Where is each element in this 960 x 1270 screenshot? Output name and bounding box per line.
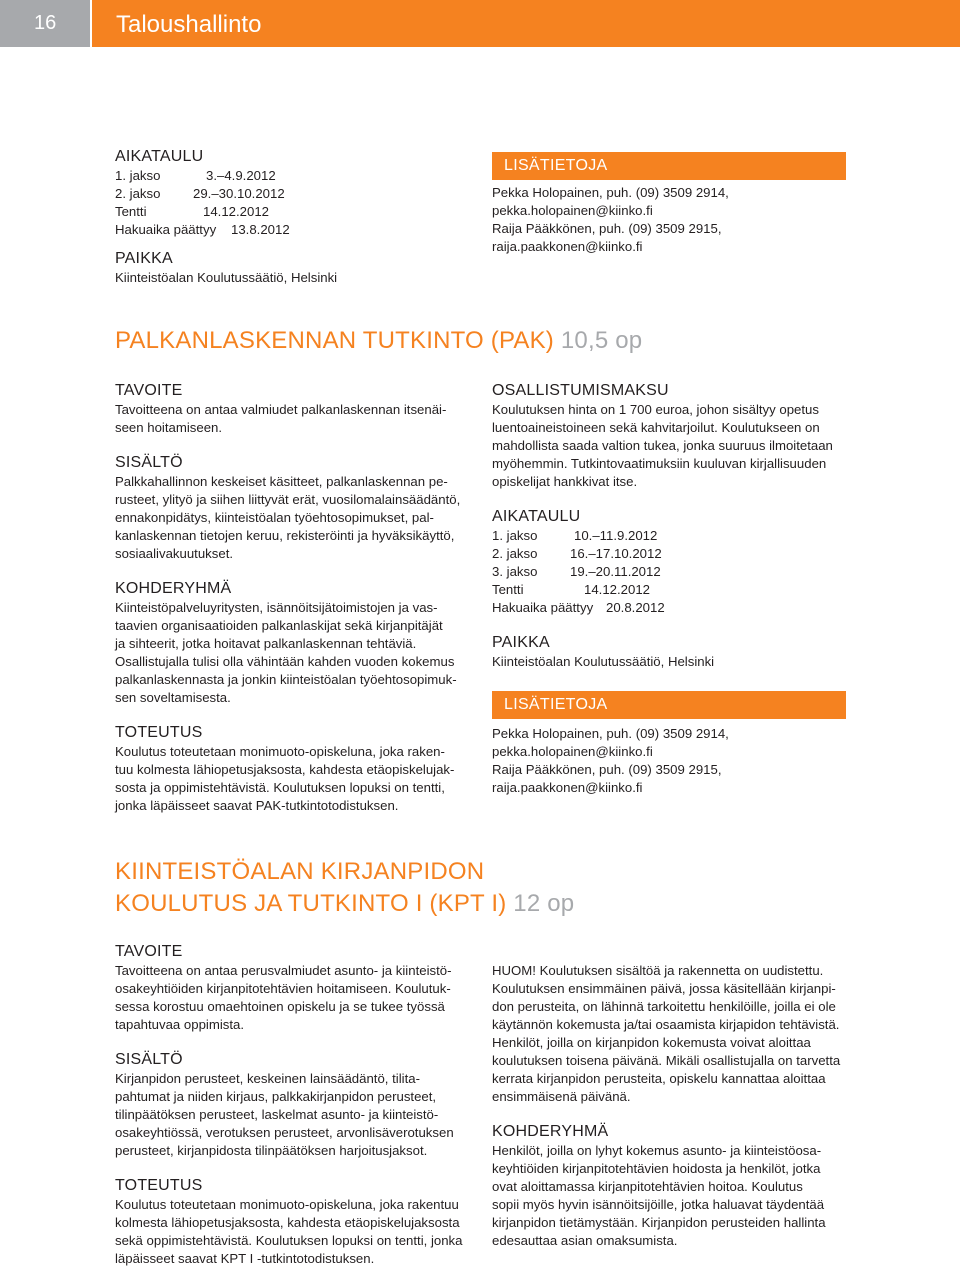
kohderyhma-text: Kiinteistöpalveluyritysten, isännöitsijätoimistojen ja vas- taavien organisaatioiden palkanlaskijat sekä kirjanpitäjät ja sihteerit, jotka hoitavat palkanlaskennan tehtäviä. Osallistujalla tulisi olla vähintään kahden vuoden kokemus palkanlaskennasta ja jonkin kiinteistöalan työehtosopimuk- sen soveltamisesta. (115, 600, 457, 705)
tavoite-text: Tavoitteena on antaa valmiudet palkanlaskennan itsenäi- seen hoitamiseen. (115, 402, 447, 435)
schedule-row: 3. jakso 19.–20.11.2012 (492, 564, 661, 579)
toteutus-text: Koulutus toteutetaan monimuoto-opiskeluna, joka raken- tuu kolmesta lähiopetusjaksosta, kahdesta etäopiskelujak- sosta ja oppimistehtävistä. Koulutuksen lopuksi on tentti, jonka läpäisseet saavat PAK-tutkintotodistuksen. (115, 744, 455, 813)
lisatietoja-badge: LISÄTIETOJA (492, 691, 846, 719)
sisalto-text: Kirjanpidon perusteet, keskeinen lainsäädäntö, tilita- pahtumat ja niiden kirjaus, palkkakirjanpidon perusteet, tilinpäätöksen perusteet, laskelmat asunto- ja kiinteistö- osakeyhtiössä, verotuksen perusteet, arvonlisäverotuksen perusteet, kirjanpidosta tilinpäätöksen harjoitusjaksot. (115, 1071, 454, 1158)
pak-credits: 10,5 op (560, 327, 643, 354)
kohderyhma-heading: KOHDERYHMÄ (492, 1123, 609, 1140)
section-title: Taloushallinto (116, 11, 262, 38)
schedule-row: Hakuaika päättyy 13.8.2012 (115, 222, 290, 237)
kpt-right-column (492, 962, 846, 1250)
kohderyhma-heading: KOHDERYHMÄ (115, 580, 232, 597)
top-schedule-block (115, 147, 475, 287)
aikataulu-heading: AIKATAULU (115, 148, 204, 165)
schedule-row: Tentti 14.12.2012 (115, 204, 270, 219)
toteutus-heading: TOTEUTUS (115, 1177, 203, 1194)
tavoite-heading: TAVOITE (115, 382, 183, 399)
pak-left-column (115, 381, 467, 815)
tavoite-text: Tavoitteena on antaa perusvalmiudet asunto- ja kiinteistö- osakeyhtiöiden kirjanpitotehtävien hoitamiseen. Koulutuk- sessa korostuu omaehtoinen opiskelu ja se tukee työssä tapahtuvaa oppimista. (115, 963, 452, 1032)
kpt-title: KIINTEISTÖALAN KIRJANPIDON KOULUTUS JA TUTKINTO I (KPT I) 12 op (115, 858, 575, 917)
paikka-heading: PAIKKA (492, 634, 550, 651)
huom-text: HUOM! Koulutuksen sisältöä ja rakennetta on uudistettu. Koulutuksen ensimmäinen päivä, jossa käsitellään kirjanpi- don perusteita, on lähinnä tarkoitettu henkilöille, joilla ei ole käytännön kokemusta ja/tai osaamista kirjapidon tehtävistä. Henkilöt, joilla on kirjanpidon kokemusta voivat aloittaa koulutuksen toisena päivänä. Mikäli osallistujalla on tarvetta kerrata kirjanpidon perusteita, opiskelu kannattaa aloittaa ensimmäisenä päivänä. (492, 963, 841, 1104)
schedule-row: Tentti 14.12.2012 (492, 582, 651, 597)
kpt-credits: 12 op (513, 890, 575, 917)
schedule-row: 2. jakso 16.–17.10.2012 (492, 546, 662, 561)
osallistumismaksu-text: Koulutuksen hinta on 1 700 euroa, johon sisältyy opetus luentoaineistoineen sekä kahvitarjoilut. Koulutukseen on mahdollista saada valtion tukea, jonka suuruus ilmoitetaan myöhemmin. Tutkintovaatimuksiin kuuluvan kirjallisuuden opiskelijat hankkivat itse. (492, 402, 833, 489)
schedule-row: 1. jakso 10.–11.9.2012 (492, 528, 658, 543)
paikka-text: Kiinteistöalan Koulutussäätiö, Helsinki (115, 270, 338, 285)
schedule-row: Hakuaika päättyy 20.8.2012 (492, 600, 665, 615)
tavoite-heading: TAVOITE (115, 943, 183, 960)
sisalto-text: Palkkahallinnon keskeiset käsitteet, palkanlaskennan pe- rusteet, ylityö ja siihen liittyvät erät, vuosilomalainsäädäntö, ennakonpidätys, kiinteistöalan työehtosopimukset, pal- kanlaskennan tietojen keruu, rekisteröinti ja hyväksikäyttö, sosiaalivakuutukset. (115, 474, 461, 561)
page-header (0, 0, 960, 47)
schedule-row: 2. jakso 29.–30.10.2012 (115, 186, 285, 201)
osallistumismaksu-heading: OSALLISTUMISMAKSU (492, 382, 669, 399)
schedule-row: 1. jakso 3.–4.9.2012 (115, 168, 276, 183)
paikka-heading: PAIKKA (115, 250, 173, 267)
pak-title: PALKANLASKENNAN TUTKINTO (PAK) 10,5 op (115, 327, 643, 354)
kpt-left-column (115, 942, 467, 1268)
schedule-list (115, 167, 475, 239)
kohderyhma-text: Henkilöt, joilla on lyhyt kokemus asunto- ja kiinteistöosa- keyhtiöiden kirjanpitotehtävien hoidosta ja henkilöt, jotka ovat aloittamassa kirjanpitotehtävien hoitoa. Koulutus sopii myös hyvin isännöitsijöille, jotka haluavat täydentää kirjanpidon tietämystään. Kirjanpidon perusteiden hallinta edesauttaa asian omaksumista. (492, 1143, 826, 1248)
schedule-list (492, 527, 846, 617)
sisalto-heading: SISÄLTÖ (115, 1051, 183, 1068)
sisalto-heading: SISÄLTÖ (115, 454, 183, 471)
toteutus-text: Koulutus toteutetaan monimuoto-opiskeluna, joka rakentuu kolmesta lähiopetusjaksosta, kahdesta etäopiskelujaksosta sekä oppimistehtävistä. Koulutuksen lopuksi on tentti, jonka läpäisseet saavat KPT I -tutkintotodistuksen. (115, 1197, 463, 1266)
contact-lines: Pekka Holopainen, puh. (09) 3509 2914, pekka.holopainen@kiinko.fi Raija Pääkkönen, puh. (09) 3509 2915, raija.paakkonen@kiinko.fi (492, 726, 729, 795)
toteutus-heading: TOTEUTUS (115, 724, 203, 741)
page-number: 16 (0, 0, 90, 47)
contact-lines: Pekka Holopainen, puh. (09) 3509 2914, pekka.holopainen@kiinko.fi Raija Pääkkönen, puh. (09) 3509 2915, raija.paakkonen@kiinko.fi (492, 185, 729, 254)
lisatietoja-badge: LISÄTIETOJA (492, 152, 846, 180)
aikataulu-heading: AIKATAULU (492, 508, 581, 525)
top-contact-block (492, 152, 846, 256)
paikka-text: Kiinteistöalan Koulutussäätiö, Helsinki (492, 654, 715, 669)
pak-right-column (492, 381, 846, 797)
header-bar (92, 0, 960, 47)
